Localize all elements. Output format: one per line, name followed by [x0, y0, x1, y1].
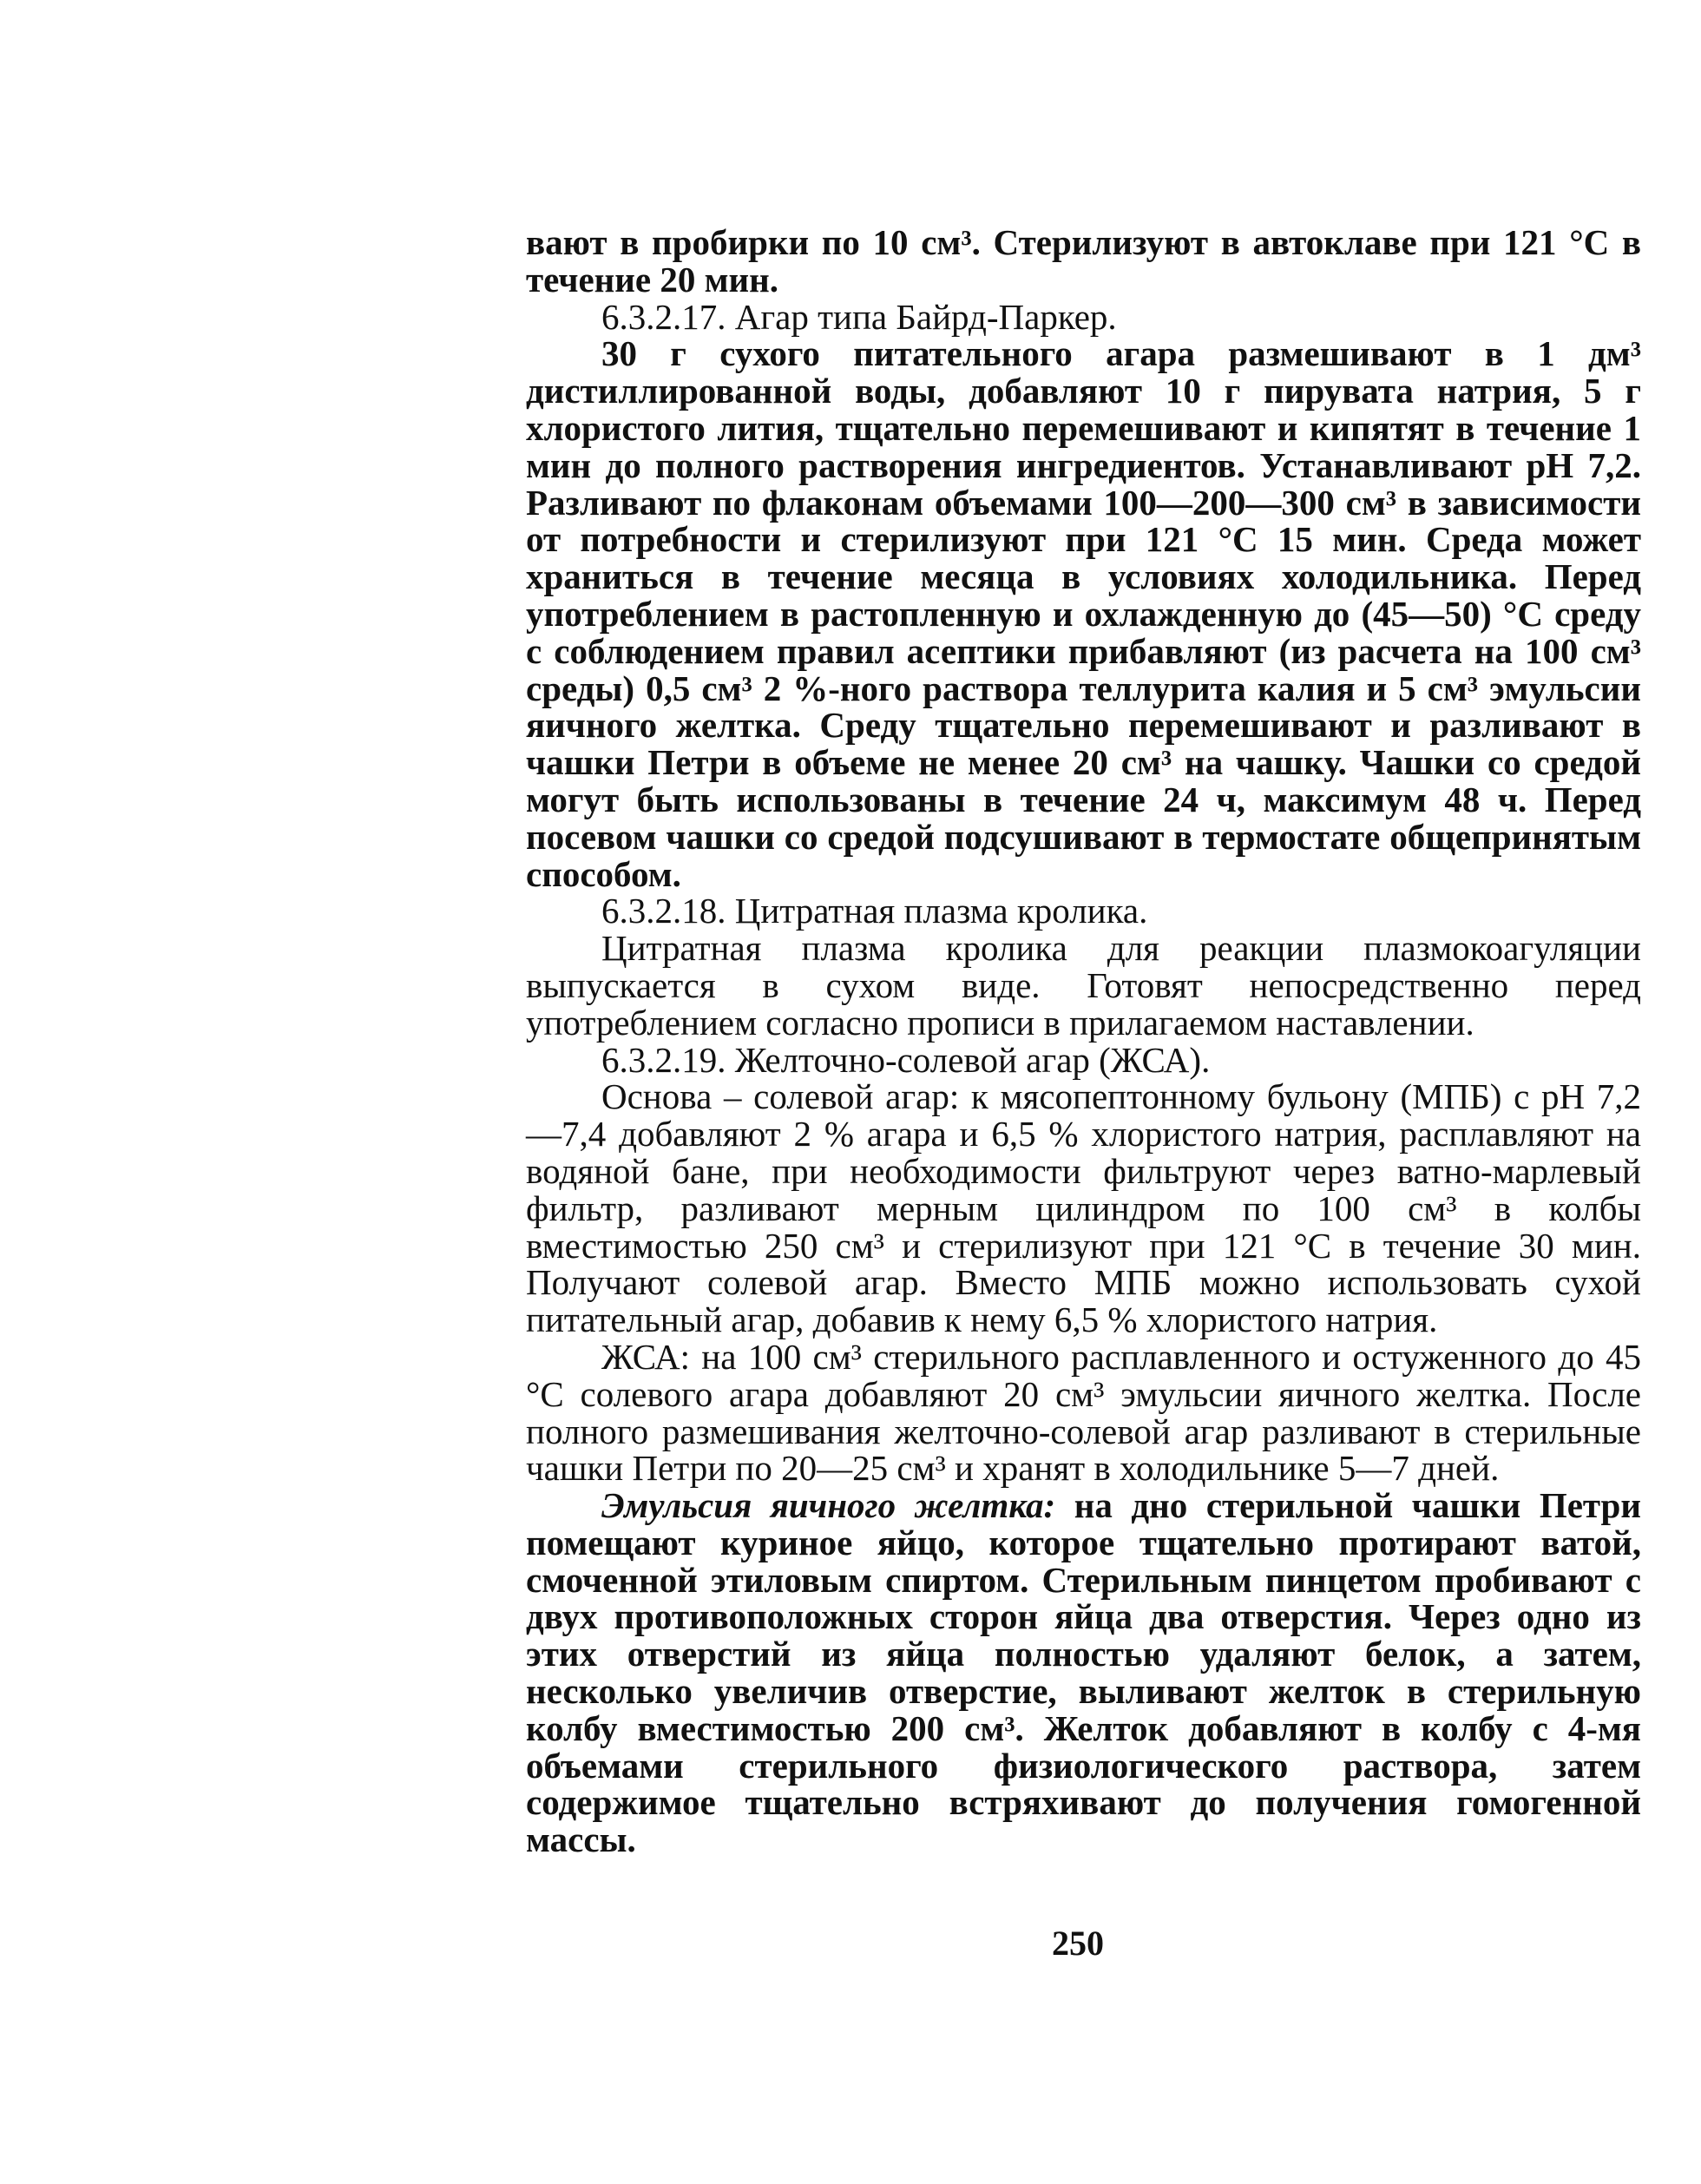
body-text — [526, 224, 1641, 1858]
paragraph-citrate-plasma: Цитратная плазма кролика для реакции плазмокоагуляции выпускается в сухом виде. Готовят непосредственно перед употреблением согласно прописи в прилагаемом наставлении. — [526, 928, 1641, 1043]
emulsion-description: на дно стерильной чашки Петри помещают куриное яйцо, которое тщательно протирают ватой, смоченной этиловым спиртом. Стерильным пинцетом пробивают с двух противоположных сторон яйца два отверстия. Через одно из этих отверстий из яйца полностью удаляют белок, а затем, несколько увеличив отверстие, выливают желток в стерильную колбу вместимостью 200 см³. Желток добавляют в колбу с 4-мя объемами стерильного физиологического раствора, затем содержимое тщательно встряхивают до получения гомогенной массы. — [526, 1485, 1641, 1860]
paragraph-salt-agar-base: Основа – солевой агар: к мясопептонному бульону (МПБ) с pH 7,2—7,4 добавляют 2 % агара и 6,5 % хлористого натрия, расплавляют на водяной бане, при необходимости фильтруют через ватно-марлевый фильтр, разливают мерным цилиндром по 100 см³ в колбы вместимостью 250 см³ и стерилизуют при 121 °С в течение 30 мин. Получают солевой агар. Вместо МПБ можно использовать сухой питательный агар, добавив к нему 6,5 % хлористого натрия. — [526, 1076, 1641, 1340]
section-heading-6-3-2-17: 6.3.2.17. Агар типа Байрд-Паркер. — [601, 296, 1117, 337]
section-heading-6-3-2-18: 6.3.2.18. Цитратная плазма кролика. — [601, 891, 1148, 931]
paragraph-egg-yolk-emulsion — [526, 1487, 1641, 1858]
page-number: 250 — [1052, 1924, 1104, 1963]
section-heading-6-3-2-19: 6.3.2.19. Желточно-солевой агар (ЖСА). — [601, 1039, 1211, 1080]
paragraph-baird-parker-preparation: 30 г сухого питательного агара размешивают в 1 дм³ дистиллированной воды, добавляют 10 г пирувата натрия, 5 г хлористого лития, тщательно перемешивают и кипятят в течение 1 мин до полного растворения ингредиентов. Устанавливают pH 7,2. Разливают по флаконам объемами 100—200—300 см³ в зависимости от потребности и стерилизуют при 121 °С 15 мин. Среда может храниться в течение месяца в условиях холодильника. Перед употреблением в растопленную и охлажденную до (45—50) °С среду с соблюдением правил асептики прибавляют (из расчета на 100 см³ среды) 0,5 см³ 2 %-ного раствора теллурита калия и 5 см³ эмульсии яичного желтка. Среду тщательно перемешивают и разливают в чашки Петри в объеме не менее 20 см³ на чашку. Чашки со средой могут быть использованы в течение 24 ч, максимум 48 ч. Перед посевом чашки со средой подсушивают в термостате общепринятым способом. — [526, 333, 1641, 894]
paragraph-continuation: вают в пробирки по 10 см³. Стерилизуют в автоклаве при 121 °С в течение 20 мин. — [526, 222, 1641, 299]
paragraph-yolk-salt-agar: ЖСА: на 100 см³ стерильного расплавленного и остуженного до 45 °С солевого агара добавляют 20 см³ эмульсии яичного желтка. После полного размешивания желточно-солевой агар разливают в стерильные чашки Петри по 20—25 см³ и хранят в холодильнике 5—7 дней. — [526, 1336, 1641, 1489]
emulsion-lead-term: Эмульсия яичного желтка: — [601, 1485, 1056, 1526]
